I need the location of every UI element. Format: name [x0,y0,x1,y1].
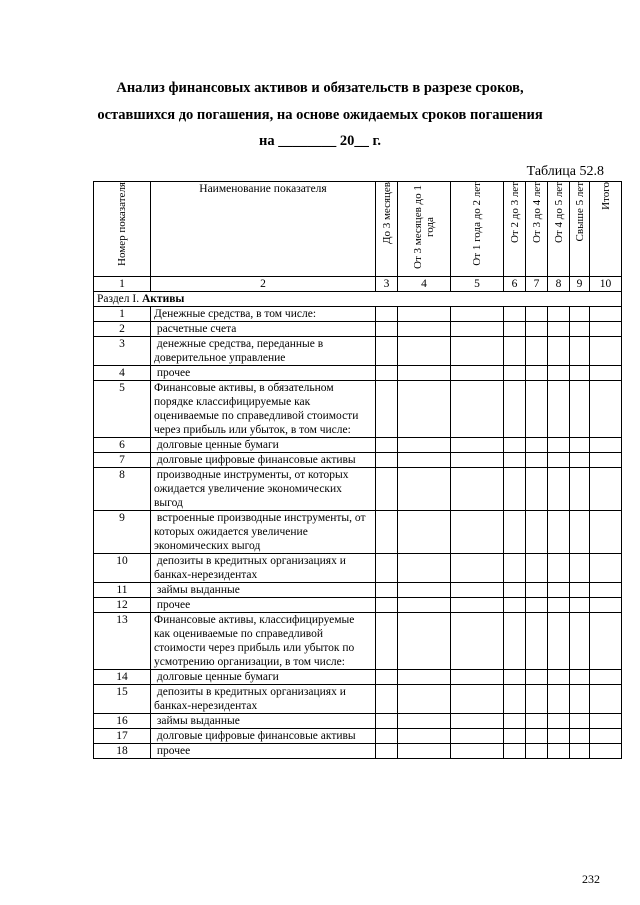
value-cell [451,307,504,322]
value-cell [526,366,548,381]
header-col-5 [451,182,504,277]
row-label: производные инструменты, от которых ожидается увеличение экономических выгод [151,468,376,511]
section-name: Активы [141,293,185,305]
value-cell [451,685,504,714]
header-col-label: От 4 до 5 лет [552,182,565,244]
section-prefix: Раздел I. [97,293,140,305]
value-cell [451,453,504,468]
value-cell [398,744,451,759]
value-cell [570,307,590,322]
row-number: 3 [94,337,151,366]
value-cell [504,322,526,337]
value-cell [398,583,451,598]
value-cell [504,307,526,322]
value-cell [451,337,504,366]
value-cell [590,554,622,583]
value-cell [376,744,398,759]
value-cell [398,453,451,468]
table-row [94,744,622,759]
header-col-label: От 3 месяцев до 1 года [412,185,436,269]
header-number: Номер показателя [116,182,128,266]
value-cell [526,714,548,729]
row-label: прочее [151,744,376,759]
value-cell [526,307,548,322]
value-cell [548,714,570,729]
value-cell [504,583,526,598]
value-cell [376,598,398,613]
value-cell [451,381,504,438]
row-label: расчетные счета [151,322,376,337]
value-cell [451,714,504,729]
row-number: 5 [94,381,151,438]
column-number: 3 [376,277,398,292]
value-cell [548,729,570,744]
header-col-label: Итого [599,182,612,210]
table-row [94,468,622,511]
value-cell [504,670,526,685]
value-cell [398,468,451,511]
row-label: долговые ценные бумаги [151,670,376,685]
value-cell [570,322,590,337]
row-number: 15 [94,685,151,714]
column-number: 2 [151,277,376,292]
value-cell [376,511,398,554]
value-cell [504,744,526,759]
value-cell [590,366,622,381]
row-label: долговые ценные бумаги [151,438,376,453]
value-cell [526,598,548,613]
value-cell [451,322,504,337]
table-row [94,307,622,322]
row-number: 13 [94,613,151,670]
column-number-row [94,277,622,292]
value-cell [504,366,526,381]
title-line-3: на ________ 20__ г. [258,133,382,149]
table-row [94,511,622,554]
header-col-3 [376,182,398,277]
value-cell [376,468,398,511]
value-cell [590,438,622,453]
value-cell [398,685,451,714]
value-cell [376,381,398,438]
column-number: 6 [504,277,526,292]
table-row [94,670,622,685]
value-cell [548,322,570,337]
row-label: денежные средства, переданные в доверительное управление [151,337,376,366]
value-cell [451,366,504,381]
header-col-4 [398,182,451,277]
table-row [94,714,622,729]
value-cell [504,613,526,670]
value-cell [590,583,622,598]
row-label: прочее [151,366,376,381]
value-cell [570,744,590,759]
row-label: Финансовые активы, в обязательном порядке классифицируемые как оцениваемые по справедливой стоимости через прибыль или убыток, в том числе: [151,381,376,438]
header-col-label: Свыше 5 лет [573,182,586,242]
value-cell [590,322,622,337]
column-number: 1 [94,277,151,292]
value-cell [376,322,398,337]
value-cell [590,307,622,322]
header-col-9 [570,182,590,277]
value-cell [504,453,526,468]
value-cell [526,381,548,438]
header-name: Наименование показателя [151,182,376,277]
column-number: 5 [451,277,504,292]
value-cell [376,307,398,322]
value-cell [548,613,570,670]
value-cell [570,381,590,438]
value-cell [504,685,526,714]
value-cell [451,729,504,744]
row-number: 6 [94,438,151,453]
value-cell [376,554,398,583]
value-cell [570,583,590,598]
row-number: 17 [94,729,151,744]
table-row [94,685,622,714]
row-label: долговые цифровые финансовые активы [151,729,376,744]
value-cell [376,366,398,381]
section-heading [94,292,622,307]
header-col-6 [504,182,526,277]
row-label: долговые цифровые финансовые активы [151,453,376,468]
table-row [94,613,622,670]
value-cell [398,322,451,337]
row-label: встроенные производные инструменты, от которых ожидается увеличение экономических выгод [151,511,376,554]
header-col-label: От 2 до 3 лет [508,182,521,244]
value-cell [451,511,504,554]
row-number: 1 [94,307,151,322]
value-cell [548,598,570,613]
section-row [94,292,622,307]
value-cell [451,554,504,583]
value-cell [376,438,398,453]
value-cell [548,337,570,366]
header-col-10 [590,182,622,277]
value-cell [398,511,451,554]
value-cell [451,598,504,613]
value-cell [548,554,570,583]
row-number: 10 [94,554,151,583]
value-cell [376,613,398,670]
table-row [94,366,622,381]
row-number: 12 [94,598,151,613]
value-cell [398,381,451,438]
value-cell [451,744,504,759]
value-cell [376,337,398,366]
value-cell [590,714,622,729]
value-cell [398,598,451,613]
value-cell [570,337,590,366]
page-number: 232 [582,872,600,886]
row-number: 9 [94,511,151,554]
value-cell [504,554,526,583]
value-cell [526,670,548,685]
value-cell [590,613,622,670]
value-cell [504,337,526,366]
value-cell [504,729,526,744]
column-number: 4 [398,277,451,292]
value-cell [570,453,590,468]
value-cell [548,468,570,511]
value-cell [570,554,590,583]
value-cell [376,714,398,729]
title-line-1: Анализ финансовых активов и обязательств в разрезе сроков, [116,80,524,96]
value-cell [398,366,451,381]
value-cell [548,307,570,322]
row-label: депозиты в кредитных организациях и банках-нерезидентах [151,554,376,583]
value-cell [398,729,451,744]
column-number: 10 [590,277,622,292]
table-row [94,438,622,453]
value-cell [526,744,548,759]
header-row [94,182,622,277]
value-cell [526,729,548,744]
value-cell [590,685,622,714]
value-cell [376,583,398,598]
value-cell [526,511,548,554]
value-cell [570,598,590,613]
value-cell [376,670,398,685]
value-cell [526,438,548,453]
assets-table [93,181,622,759]
value-cell [504,598,526,613]
value-cell [526,613,548,670]
value-cell [548,744,570,759]
value-cell [570,468,590,511]
value-cell [570,670,590,685]
value-cell [504,714,526,729]
value-cell [376,729,398,744]
value-cell [504,468,526,511]
value-cell [570,511,590,554]
row-label: займы выданные [151,714,376,729]
value-cell [398,670,451,685]
column-number: 7 [526,277,548,292]
value-cell [570,613,590,670]
row-label: Финансовые активы, классифицируемые как оцениваемые по справедливой стоимости через прибыль или убыток по усмотрению организации, в том числе: [151,613,376,670]
value-cell [590,744,622,759]
value-cell [526,322,548,337]
value-cell [504,381,526,438]
value-cell [398,438,451,453]
value-cell [526,468,548,511]
value-cell [548,670,570,685]
row-number: 16 [94,714,151,729]
value-cell [570,714,590,729]
value-cell [451,468,504,511]
value-cell [548,685,570,714]
row-number: 8 [94,468,151,511]
row-number: 4 [94,366,151,381]
header-number-cell [94,182,151,277]
table-row [94,337,622,366]
value-cell [398,337,451,366]
value-cell [548,453,570,468]
table-row [94,583,622,598]
table-row [94,598,622,613]
value-cell [526,453,548,468]
value-cell [548,511,570,554]
value-cell [451,670,504,685]
row-label: прочее [151,598,376,613]
row-number: 7 [94,453,151,468]
value-cell [398,554,451,583]
value-cell [376,685,398,714]
title-line-2: оставшихся до погашения, на основе ожидаемых сроков погашения [97,107,543,123]
value-cell [590,381,622,438]
value-cell [526,583,548,598]
header-col-label: От 3 до 4 лет [530,182,543,244]
table-row [94,322,622,337]
table-row [94,554,622,583]
value-cell [376,453,398,468]
value-cell [590,453,622,468]
header-col-7 [526,182,548,277]
value-cell [590,511,622,554]
value-cell [526,554,548,583]
value-cell [590,337,622,366]
row-number: 18 [94,744,151,759]
value-cell [451,583,504,598]
value-cell [590,598,622,613]
row-number: 11 [94,583,151,598]
value-cell [398,613,451,670]
value-cell [570,729,590,744]
value-cell [590,729,622,744]
header-col-label: До 3 месяцев [380,182,393,245]
value-cell [504,511,526,554]
value-cell [526,685,548,714]
row-label: займы выданные [151,583,376,598]
value-cell [548,366,570,381]
table-row [94,453,622,468]
value-cell [548,381,570,438]
value-cell [398,307,451,322]
value-cell [451,438,504,453]
value-cell [570,366,590,381]
value-cell [548,438,570,453]
header-col-8 [548,182,570,277]
value-cell [590,670,622,685]
column-number: 9 [570,277,590,292]
table-row [94,381,622,438]
header-col-label: От 1 года до 2 лет [471,182,483,266]
table-label: Таблица 52.8 [526,164,604,179]
row-label: Денежные средства, в том числе: [151,307,376,322]
row-number: 2 [94,322,151,337]
row-label: депозиты в кредитных организациях и банках-нерезидентах [151,685,376,714]
table-row [94,729,622,744]
value-cell [504,438,526,453]
value-cell [526,337,548,366]
value-cell [548,583,570,598]
row-number: 14 [94,670,151,685]
value-cell [451,613,504,670]
column-number: 8 [548,277,570,292]
value-cell [590,468,622,511]
value-cell [570,438,590,453]
value-cell [398,714,451,729]
value-cell [570,685,590,714]
